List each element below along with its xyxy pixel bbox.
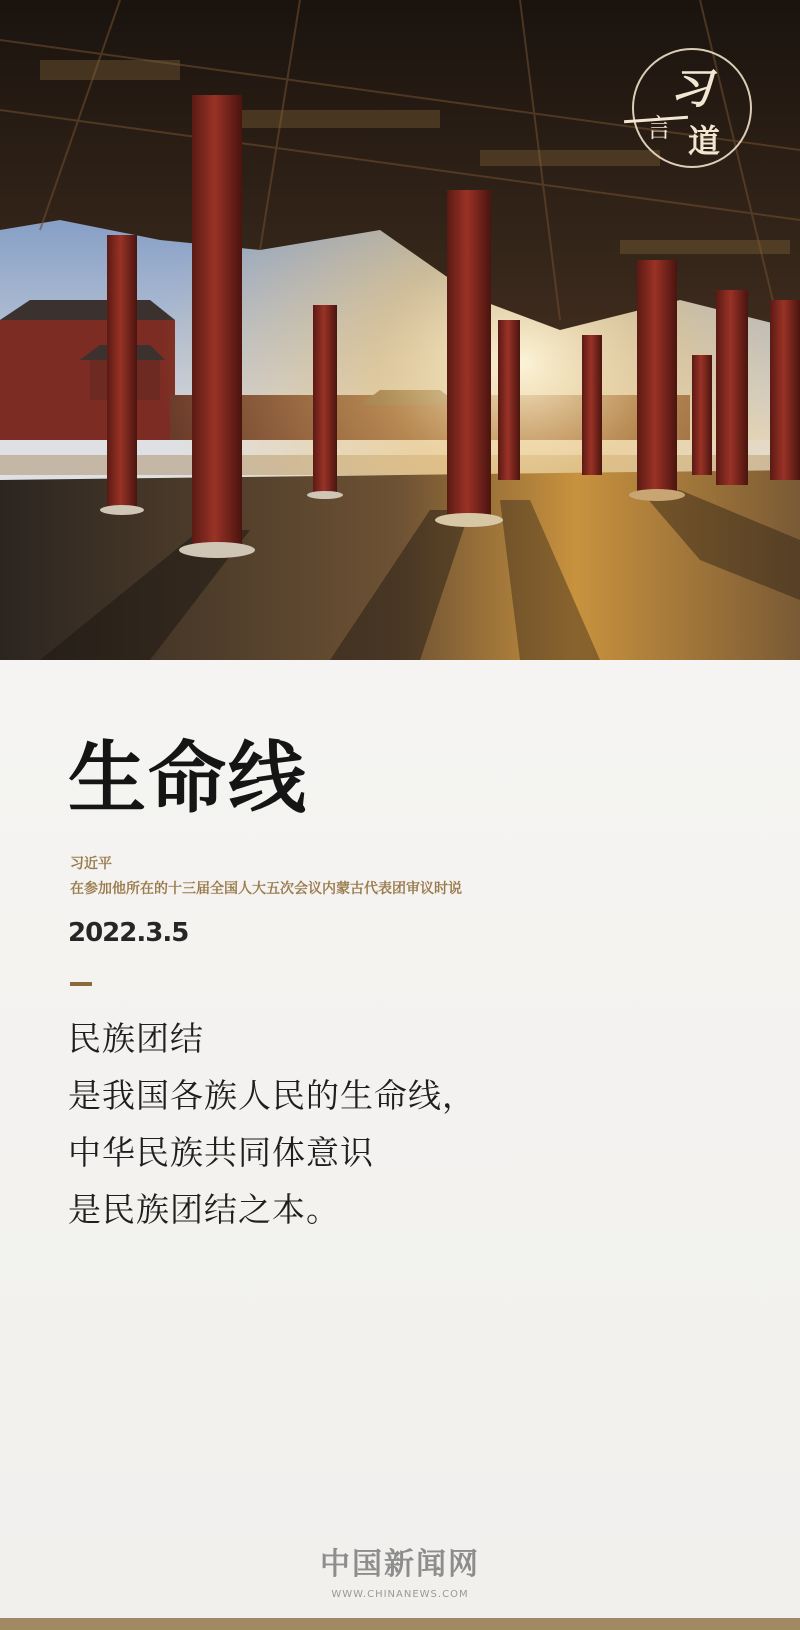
chinanews-url: WWW.CHINANEWS.COM: [331, 1589, 469, 1600]
logo-char-top: 习: [670, 64, 713, 113]
quote-line: 中华民族共同体意识: [68, 1133, 374, 1172]
page-title: 生命线: [68, 733, 309, 824]
chinanews-logo: 中国新闻网: [320, 1547, 480, 1582]
occasion: 在参加他所在的十三届全国人大五次会议内蒙古代表团审议时说: [70, 881, 462, 897]
quote-block: [68, 1010, 476, 1238]
xi-yan-dao-logo: [632, 48, 752, 168]
divider-dash: [70, 982, 92, 986]
date: 2022.3.5: [68, 918, 189, 948]
author: 习近平: [70, 856, 112, 872]
bottom-bar: [0, 1618, 800, 1630]
quote-line: 是民族团结之本。: [68, 1190, 340, 1229]
quote-line: 是我国各族人民的生命线，: [68, 1076, 476, 1115]
quote-line: 民族团结: [68, 1019, 204, 1058]
hero-photo: [0, 0, 800, 660]
logo-char-bottom-left: 言: [646, 114, 673, 144]
logo-char-bottom-right: 道: [688, 122, 721, 160]
